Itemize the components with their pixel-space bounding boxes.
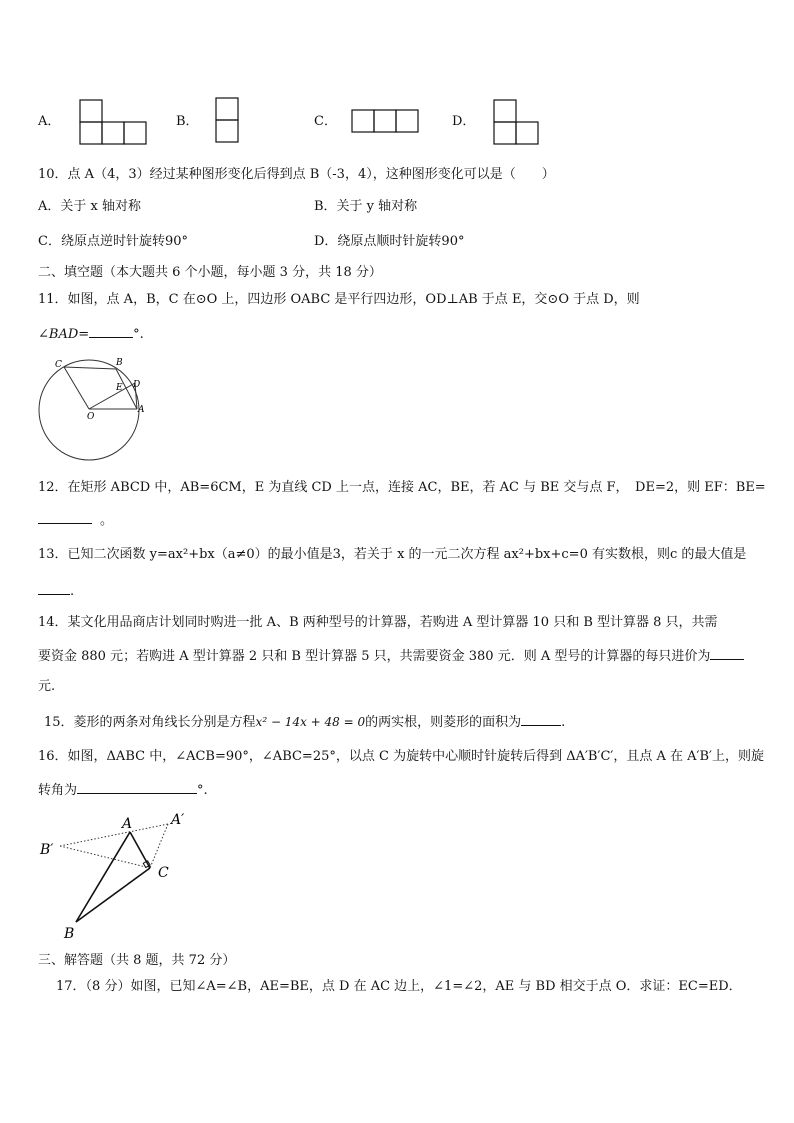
q10-option-b: B．关于 y 轴对称 xyxy=(314,199,418,214)
q14-line-3: 元. xyxy=(38,679,56,694)
q9-option-d-figure xyxy=(492,98,542,150)
q16-figure xyxy=(36,806,196,942)
q9-option-c-label: C． xyxy=(314,114,337,129)
q17-text: 17．（8 分）如图，已知∠A=∠B，AE=BE，点 D 在 AC 边上，∠1=∠2，AE 与 BD 相交于点 O．求证：EC=ED． xyxy=(56,979,742,994)
q13-line-1: 13．已知二次函数 y=ax²+bx（a≠0）的最小值是3，若关于 x 的一元二次方程 ax²+bx+c=0 有实数根，则c 的最大值是 xyxy=(38,547,747,562)
q9-option-b-figure xyxy=(214,96,242,146)
q9-option-a-label: A． xyxy=(38,114,61,129)
q13-end: . xyxy=(70,584,75,599)
q12-line-2 xyxy=(38,509,113,531)
q14-answer-blank[interactable] xyxy=(710,645,744,660)
q16-label-b-prime: B′ xyxy=(40,842,54,858)
q11-degree: °. xyxy=(133,327,144,342)
q11-answer-blank[interactable] xyxy=(89,323,133,338)
q10-stem: 10．点 A（4，3）经过某种图形变化后得到点 B（-3，4），这种图形变化可以是（ ） xyxy=(38,167,555,182)
q14-line-1: 14．某文化用品商店计划同时购进一批 A、B 两种型号的计算器，若购进 A 型计算器 10 只和 B 型计算器 8 只，共需 xyxy=(38,615,718,630)
q15-prefix: 15．菱形的两条对角线长分别是方程 xyxy=(44,715,256,730)
section-3-title: 三、解答题（共 8 题，共 72 分） xyxy=(38,953,236,968)
q15-line xyxy=(44,711,565,733)
q11-label-d: D xyxy=(133,380,141,390)
q11-label-o: O xyxy=(87,412,95,422)
q11-label-e: E xyxy=(116,383,123,393)
q16-line-1: 16．如图，ΔABC 中，∠ACB=90°，∠ABC=25°，以点 C 为旋转中心顺时针旋转后得到 ΔA′B′C′，且点 A 在 A′B′上，则旋 xyxy=(38,749,764,764)
q11-label-c: C xyxy=(55,360,62,370)
q9-option-a-figure xyxy=(78,98,150,150)
q11-figure xyxy=(34,355,146,465)
q15-suffix: 的两实根，则菱形的面积为 xyxy=(365,715,522,730)
q10-option-c: C．绕原点逆时针旋转90° xyxy=(38,234,188,249)
q16-label-c: C xyxy=(158,865,169,881)
q9-option-d-label: D． xyxy=(452,114,476,129)
q10-option-d: D．绕原点顺时针旋转90° xyxy=(314,234,465,249)
q15-equation: x² − 14x + 48 = 0 xyxy=(255,715,366,729)
q11-line-1: 11．如图，点 A，B，C 在⊙O 上，四边形 OABC 是平行四边形，OD⊥AB 于点 E，交⊙O 于点 D，则 xyxy=(38,292,640,307)
section-2-title: 二、填空题（本大题共 6 个小题，每小题 3 分，共 18 分） xyxy=(38,265,382,280)
q12-end: 。 xyxy=(100,513,114,528)
q11-angle-label: ∠BAD= xyxy=(38,327,90,342)
q16-degree: °. xyxy=(197,783,208,798)
q16-prefix: 转角为 xyxy=(38,783,78,798)
q15-answer-blank[interactable] xyxy=(521,711,561,726)
q15-end: . xyxy=(561,715,566,730)
q11-line-2 xyxy=(38,323,144,345)
q12-line-1: 12．在矩形 ABCD 中，AB=6CM，E 为直线 CD 上一点，连接 AC，BE，若 AC 与 BE 交与点 F， DE=2，则 EF：BE= xyxy=(38,480,766,495)
q9-option-b-label: B． xyxy=(176,114,199,129)
q16-label-a-prime: A′ xyxy=(171,812,185,828)
q9-option-c-figure xyxy=(350,108,422,136)
q10-option-a: A．关于 x 轴对称 xyxy=(38,199,141,214)
q16-label-b: B xyxy=(64,926,75,942)
q16-line-2 xyxy=(38,779,208,801)
q16-label-a: A xyxy=(122,816,133,832)
q16-answer-blank[interactable] xyxy=(77,779,197,794)
q11-label-b: B xyxy=(116,358,123,368)
q14-line-2-text: 要资金 880 元；若购进 A 型计算器 2 只和 B 型计算器 5 只，共需要资金 380 元．则 A 型号的计算器的每只进价为 xyxy=(38,649,711,664)
q13-line-2 xyxy=(38,580,74,602)
q12-answer-blank[interactable] xyxy=(38,509,92,524)
q11-label-a: A xyxy=(138,405,145,415)
q13-answer-blank[interactable] xyxy=(38,580,70,595)
q14-line-2 xyxy=(38,645,744,667)
